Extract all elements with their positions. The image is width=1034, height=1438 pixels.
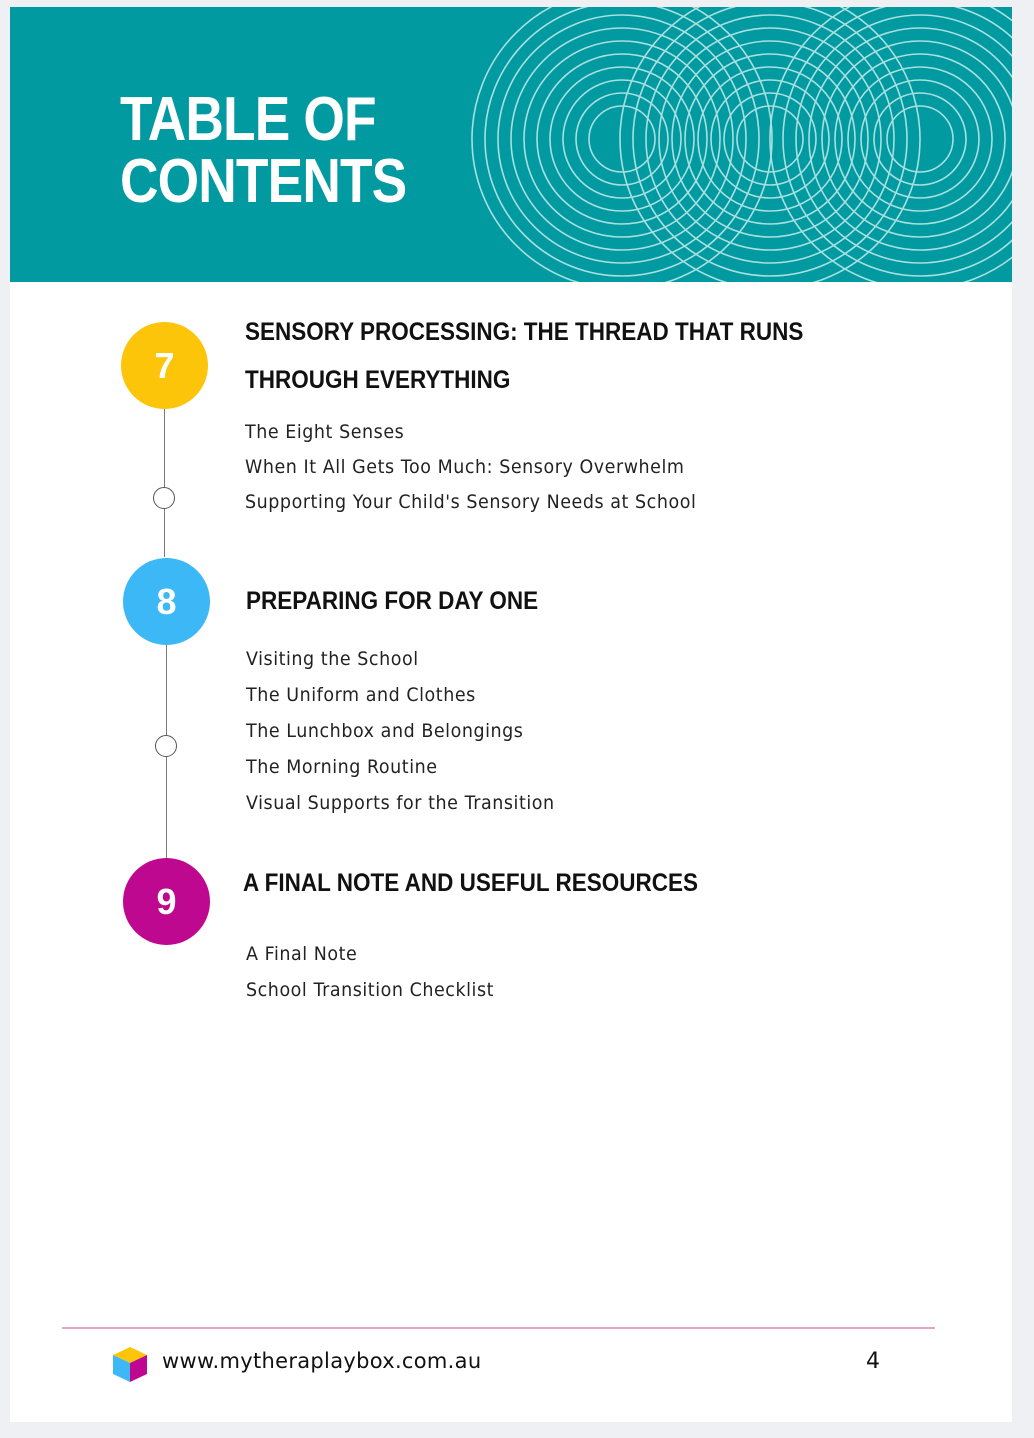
section-number-badge — [121, 322, 208, 409]
page-title-line1: TABLE OF — [120, 85, 376, 154]
section-item-list — [245, 415, 736, 520]
section-number: 7 — [154, 344, 175, 386]
toc-item[interactable]: Supporting Your Child's Sensory Needs at School — [245, 491, 697, 513]
section-title-line1: PREPARING FOR DAY ONE — [246, 587, 539, 615]
section-title — [245, 308, 803, 404]
section-item-list — [246, 641, 581, 821]
section-title-line1: A FINAL NOTE AND USEFUL RESOURCES — [243, 869, 699, 897]
section-number: 8 — [156, 580, 177, 622]
arc-ring — [498, 15, 746, 263]
timeline-small-node — [155, 735, 177, 757]
toc-item[interactable]: Visual Supports for the Transition — [246, 792, 555, 814]
timeline-connector — [164, 407, 165, 557]
arc-ring — [524, 41, 720, 237]
toc-item[interactable]: The Lunchbox and Belongings — [246, 720, 524, 742]
toc-item[interactable]: The Morning Routine — [246, 756, 438, 778]
section-number: 9 — [156, 880, 177, 922]
section-title-line1: SENSORY PROCESSING: THE THREAD THAT RUNS — [245, 318, 804, 346]
section-item-list — [246, 936, 516, 1008]
timeline-small-node — [153, 487, 175, 509]
section-number-badge — [123, 558, 210, 645]
page-title — [120, 85, 407, 216]
arc-ring — [511, 28, 733, 250]
arc-ring — [563, 80, 681, 198]
toc-item[interactable]: When It All Gets Too Much: Sensory Overwhelm — [245, 456, 685, 478]
toc-item[interactable]: Visiting the School — [246, 648, 419, 670]
toc-item[interactable]: The Eight Senses — [245, 421, 405, 443]
section-title — [243, 859, 698, 907]
cube-logo-icon — [110, 1344, 150, 1384]
header-banner — [10, 7, 1012, 282]
document-page — [10, 7, 1012, 1422]
footer-website-link[interactable]: www.mytheraplaybox.com.au — [162, 1349, 482, 1373]
toc-item[interactable]: The Uniform and Clothes — [246, 684, 476, 706]
arc-ring — [809, 28, 1012, 250]
arc-ring — [822, 41, 1012, 237]
section-title — [246, 577, 538, 625]
page-number: 4 — [866, 1349, 880, 1374]
page-title-line2: CONTENTS — [120, 147, 407, 216]
footer-divider — [62, 1327, 935, 1329]
toc-item[interactable]: School Transition Checklist — [246, 979, 495, 1001]
arc-ring — [485, 7, 759, 276]
toc-item[interactable]: A Final Note — [246, 943, 358, 965]
section-title-line2: THROUGH EVERYTHING — [245, 366, 511, 394]
arc-ring — [783, 7, 1012, 276]
section-number-badge — [123, 858, 210, 945]
